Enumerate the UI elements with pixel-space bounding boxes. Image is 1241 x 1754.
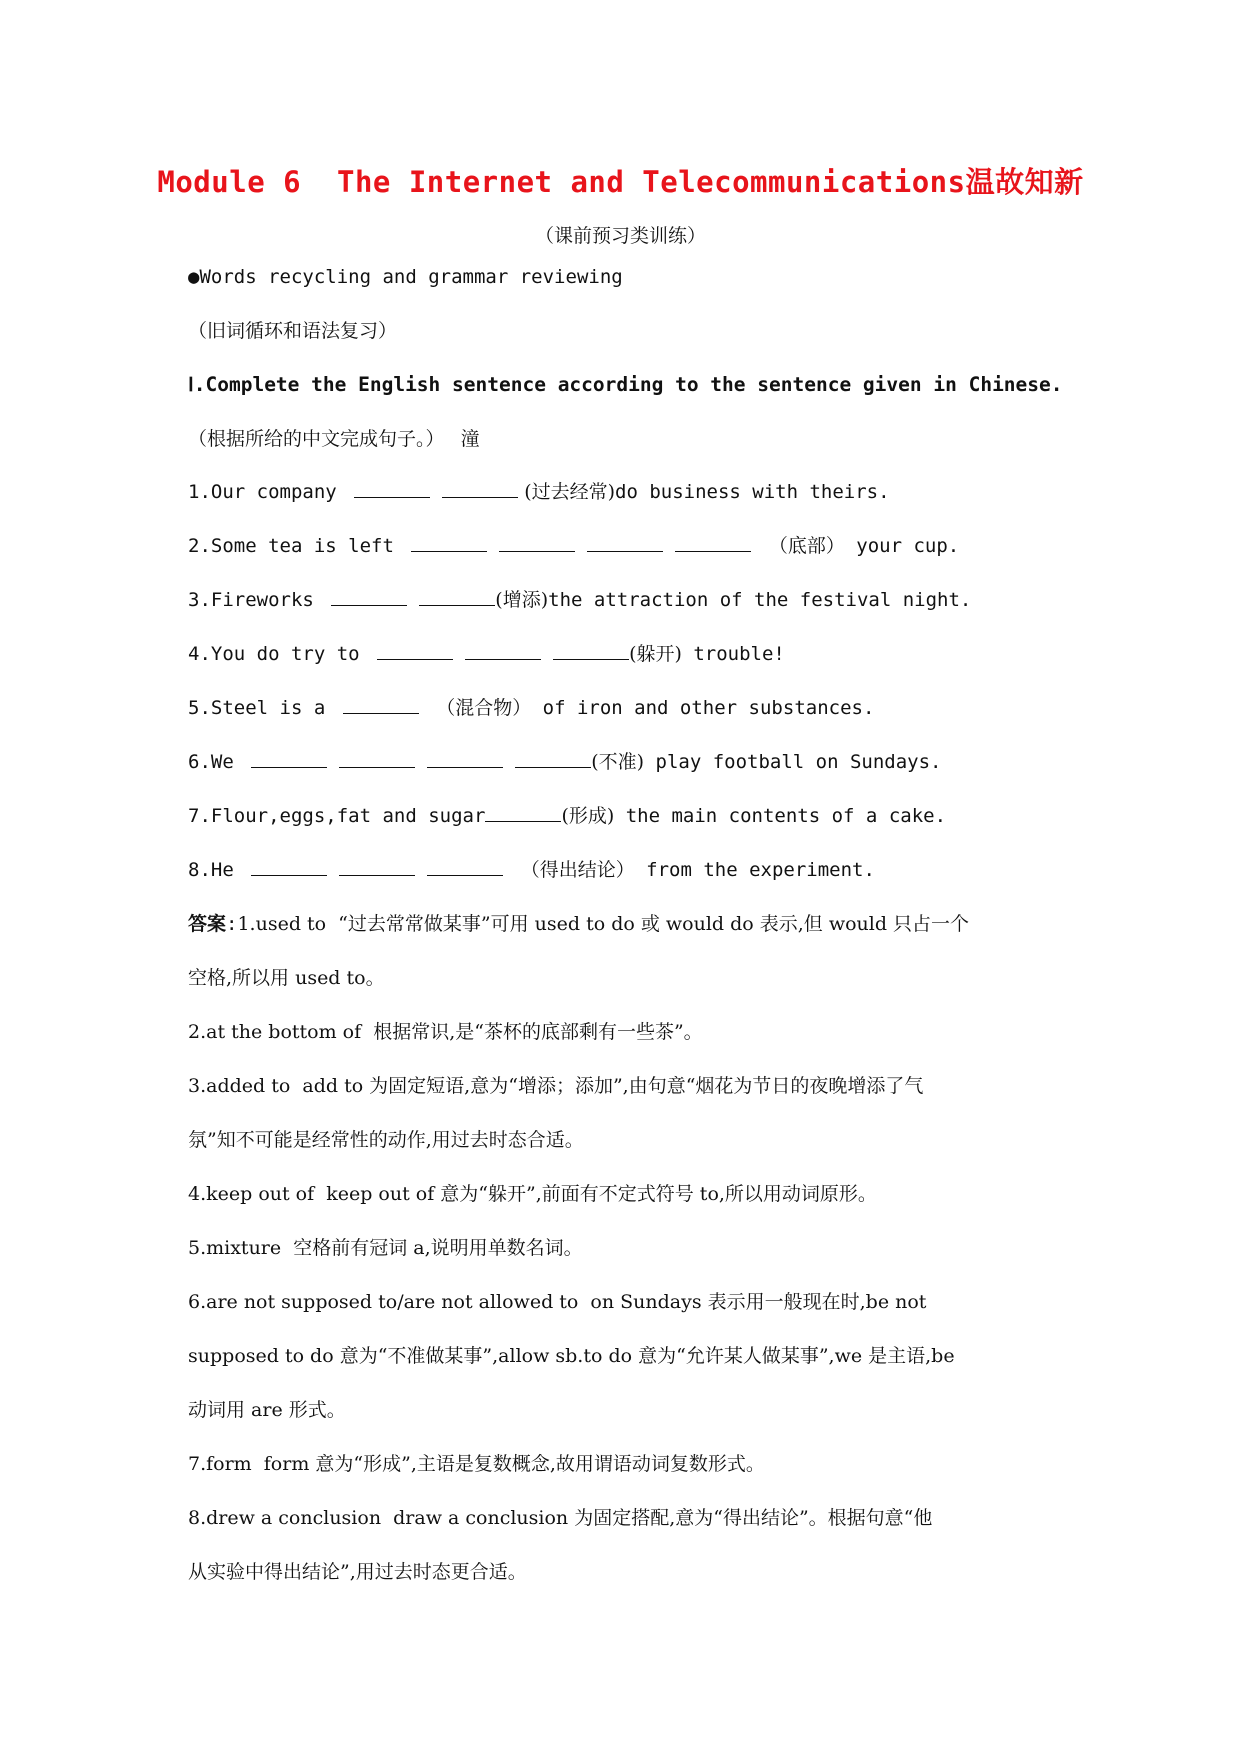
answer-blank[interactable] — [354, 479, 430, 498]
question-text-before: Our company — [210, 481, 337, 503]
question-8 — [188, 857, 875, 883]
question-number: 1. — [188, 481, 211, 503]
question-text-before: You do try to — [210, 643, 360, 665]
question-hint: (躲开) — [629, 643, 682, 665]
question-7 — [188, 803, 946, 829]
question-text-before: Fireworks — [210, 589, 314, 611]
answer-blank[interactable] — [411, 533, 487, 552]
question-hint: （混合物） — [436, 697, 532, 719]
part1-instruction-zh-line — [188, 426, 480, 452]
question-hint: （底部） — [768, 535, 845, 557]
question-text-after: of iron and other substances. — [542, 697, 875, 719]
question-number: 4. — [188, 643, 211, 665]
answer-blank[interactable] — [485, 803, 561, 822]
answer-blank[interactable] — [343, 695, 419, 714]
answer-line-7: 5.mixture 空格前有冠词 a,说明用单数名词。 — [188, 1237, 583, 1259]
answer-blank[interactable] — [553, 641, 629, 660]
question-number: 5. — [188, 697, 211, 719]
section-heading-text: Words recycling and grammar reviewing — [199, 266, 623, 288]
part1-instruction-zh: （根据所给的中文完成句子。） — [188, 428, 445, 450]
answer-text: 1.used to “过去常常做某事”可用 used to do 或 would do 表示,但 would 只占一个 — [237, 913, 970, 935]
answer-blank[interactable] — [427, 857, 503, 876]
answer-blank[interactable] — [465, 641, 541, 660]
bullet-icon: ● — [188, 266, 200, 288]
answer-line-13: 从实验中得出结论”,用过去时态更合适。 — [188, 1561, 527, 1583]
answer-blank[interactable] — [442, 479, 488, 498]
stray-char: 潼 — [460, 428, 480, 450]
question-hint: (增添) — [495, 589, 549, 611]
question-text-before: He — [210, 859, 234, 881]
question-text-after: play football on Sundays. — [655, 751, 942, 773]
part1-instruction: Ⅰ.Complete the English sentence according to the sentence given in Chinese. — [188, 373, 1063, 396]
answer-blank[interactable] — [499, 533, 575, 552]
answer-blank[interactable] — [675, 533, 751, 552]
answer-blank[interactable] — [427, 749, 503, 768]
question-text-before: Flour,eggs,fat and sugar — [210, 805, 486, 827]
question-number: 2. — [188, 535, 211, 557]
answer-line-4: 3.added to add to 为固定短语,意为“增添；添加”,由句意“烟花为节日的夜晚增添了气 — [188, 1075, 924, 1097]
question-text-after: from the experiment. — [646, 859, 875, 881]
question-hint: (不准) — [591, 751, 645, 773]
answer-line-10: 动词用 are 形式。 — [188, 1399, 346, 1421]
question-text-after: trouble! — [693, 643, 785, 665]
question-2 — [188, 533, 959, 559]
answer-line-1: 答案:1.used to “过去常常做某事”可用 used to do 或 would do 表示,但 would 只占一个 — [188, 913, 970, 935]
question-number: 7. — [188, 805, 211, 827]
page-title — [0, 160, 1241, 201]
section-heading — [188, 264, 623, 290]
question-number: 3. — [188, 589, 211, 611]
question-hint: （得出结论） — [520, 859, 635, 881]
question-5 — [188, 695, 874, 721]
question-text-before: Steel is a — [210, 697, 326, 719]
answer-line-3: 2.at the bottom of 根据常识,是“茶杯的底部剩有一些茶”。 — [188, 1021, 703, 1043]
answer-line-9: supposed to do 意为“不准做某事”,allow sb.to do 意为“允许某人做某事”,we 是主语,be — [188, 1345, 955, 1367]
question-number: 8. — [188, 859, 211, 881]
answer-blank[interactable] — [339, 857, 415, 876]
question-3 — [188, 587, 971, 613]
answer-line-12: 8.drew a conclusion draw a conclusion 为固定搭配,意为“得出结论”。根据句意“他 — [188, 1507, 933, 1529]
question-4 — [188, 641, 785, 667]
title-chinese: 温故知新 — [965, 165, 1084, 199]
answer-blank[interactable] — [251, 857, 327, 876]
answers-label: 答案 — [188, 913, 227, 935]
answer-blank[interactable] — [377, 641, 453, 660]
answer-blank[interactable] — [251, 749, 327, 768]
question-number: 6. — [188, 751, 211, 773]
question-text-before: We — [210, 751, 234, 773]
question-6 — [188, 749, 942, 775]
answer-line-5: 氛”知不可能是经常性的动作,用过去时态合适。 — [188, 1129, 584, 1151]
subtitle: （课前预习类训练） — [534, 225, 706, 247]
question-hint: (过去经常) — [524, 481, 616, 503]
answer-line-6: 4.keep out of keep out of 意为“躲开”,前面有不定式符号 to,所以用动词原形。 — [188, 1183, 877, 1205]
question-text-before: Some tea is left — [210, 535, 394, 557]
question-text-after: do business with theirs. — [615, 481, 890, 503]
title-english: Module 6 The Internet and Telecommunications — [157, 165, 966, 199]
answer-line-2: 空格,所以用 used to。 — [188, 967, 385, 989]
answer-blank[interactable] — [488, 479, 518, 498]
question-text-after: your cup. — [856, 535, 960, 557]
answer-blank[interactable] — [419, 587, 495, 606]
question-text-after: the attraction of the festival night. — [548, 589, 972, 611]
answer-line-11: 7.form form 意为“形成”,主语是复数概念,故用谓语动词复数形式。 — [188, 1453, 765, 1475]
section-heading-zh: （旧词循环和语法复习） — [188, 320, 398, 342]
question-1 — [188, 479, 890, 505]
answer-blank[interactable] — [515, 749, 591, 768]
answer-line-8: 6.are not supposed to/are not allowed to on Sundays 表示用一般现在时,be not — [188, 1291, 927, 1313]
question-hint: (形成) — [561, 805, 615, 827]
answer-blank[interactable] — [331, 587, 407, 606]
answer-blank[interactable] — [587, 533, 663, 552]
question-text-after: the main contents of a cake. — [625, 805, 947, 827]
answer-blank[interactable] — [339, 749, 415, 768]
